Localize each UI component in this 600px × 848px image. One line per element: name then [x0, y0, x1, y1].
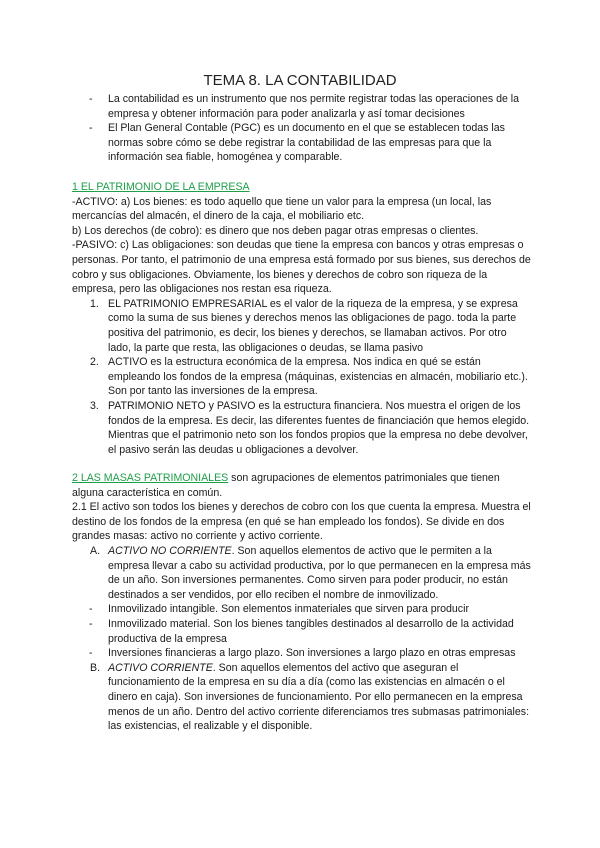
item-activo-corriente	[72, 661, 532, 734]
section-patrimonio	[72, 180, 532, 457]
sub-item-text: Inmovilizado intangible. Son elementos inmateriales que sirven para producir	[108, 603, 469, 616]
section2-heading-rest: son agrupaciones de elementos patrimoniales que tienen alguna característica en común.	[72, 472, 500, 499]
numbered-item	[72, 399, 532, 457]
numbered-item	[72, 355, 532, 399]
section2-heading-text: 2 LAS MASAS PATRIMONIALES	[72, 472, 229, 484]
bullet-dash: -	[89, 647, 93, 660]
page-title: TEMA 8. LA CONTABILIDAD	[203, 72, 397, 89]
sub-item	[72, 646, 532, 661]
sub-item-text: Inmovilizado material. Son los bienes tangibles destinados al desarrollo de la actividad productiva de la empresa	[108, 617, 514, 645]
letter-marker: A.	[90, 544, 101, 557]
paragraph-pasivo: -PASIVO: c) Las obligaciones: son deudas que tiene la empresa con bancos y otras empresas o personas. Por tanto, el patrimonio de una empresa está formado por sus bienes, sus derechos de cobro y sus obligaciones. Obviamente, los bienes y derechos de cobro son riqueza de la empresa, pero las obligaciones nos restan esa riqueza.	[72, 239, 531, 296]
numbered-text: ACTIVO es la estructura económica de la empresa. Nos indica en qué se están empleando los fondos de la empresa (máquinas, existencias en almacén, mobiliario etc.). Son por tanto las inversiones de la empresa.	[108, 356, 528, 398]
bullet-dash: -	[89, 122, 93, 135]
intro-text: El Plan General Contable (PGC) es un documento en el que se establecen todas las normas sobre cómo se debe registrar la contabilidad de las empresas para que la información sea fiable, homogénea y comparable.	[108, 122, 505, 164]
number-marker: 2.	[90, 356, 99, 369]
section1-heading-text: 1 EL PATRIMONIO DE LA EMPRESA	[72, 181, 250, 193]
paragraph-activo-definicion: 2.1 El activo son todos los bienes y derechos de cobro con los que cuenta la empresa. Muestra el destino de los fondos de la empresa (en qué se han empleado los fondos). Se divide en dos grandes masas: activo no corriente y activo corriente.	[72, 501, 531, 543]
numbered-item	[72, 297, 532, 355]
bullet-dash: -	[89, 617, 93, 630]
numbered-text: PATRIMONIO NETO y PASIVO es la estructura financiera. Nos muestra el origen de los fondos de la empresa. Es decir, las diferentes fuentes de financiación que hemos elegido. Mientras que el patrimonio neto son los fondos propios que la empresa no debe devolver, el pasivo serán las deudas u obligaciones a devolver.	[108, 399, 530, 456]
sub-item-text: Inversiones financieras a largo plazo. Son inversiones a largo plazo en otras empresas	[108, 647, 516, 660]
intro-item	[72, 121, 532, 165]
letter-marker: B.	[90, 661, 101, 674]
item-activo-no-corriente	[72, 544, 532, 602]
item-text: . Son aquellos elementos de activo que le permiten a la empresa llevar a cabo su actividad productiva, por lo que permanecen en la empresa más de un año. Son inversiones permanentes. Como sirven para poder producir, no están destinados a ser vendidos, por ello reciben el nombre de inmovilizado.	[108, 544, 531, 601]
number-marker: 3.	[90, 399, 99, 412]
item-label: ACTIVO CORRIENTE	[108, 661, 213, 674]
section1-heading	[72, 180, 532, 195]
sub-item	[72, 617, 532, 646]
numbered-text: EL PATRIMONIO EMPRESARIAL es el valor de la riqueza de la empresa, y se expresa como la suma de sus bienes y derechos menos las obligaciones de pago. toda la parte positiva del patrimonio, es decir, los bienes y derechos, se llamaban activos. Por otro lado, la parte que resta, las obligaciones o deudas, se llama pasivo	[108, 297, 518, 354]
number-marker: 1.	[90, 297, 99, 310]
intro-item	[72, 92, 532, 121]
section2-intro	[72, 471, 532, 500]
intro-list	[72, 92, 532, 165]
item-label: ACTIVO NO CORRIENTE	[108, 544, 232, 557]
paragraph-activo: -ACTIVO: a) Los bienes: es todo aquello que tiene un valor para la empresa (un local, las mercancías del almacén, el dinero de la caja, el mobiliario etc.	[72, 195, 492, 223]
section-masas	[72, 471, 532, 734]
intro-text: La contabilidad es un instrumento que nos permite registrar todas las operaciones de la empresa y obtener información para poder analizarla y así tomar decisiones	[108, 93, 520, 120]
bullet-dash: -	[89, 93, 93, 105]
paragraph-derechos: b) Los derechos (de cobro): es dinero que nos deben pagar otras empresas o clientes.	[72, 224, 479, 237]
bullet-dash: -	[89, 603, 93, 616]
item-text: . Son aquellos elementos del activo que aseguran el funcionamiento de la empresa en su día a día (como las existencias en almacén o el dinero en caja). Son inversiones de funcionamiento. Por ello permanecen en la empresa menos de un año. Dentro del activo corriente diferenciamos tres submasas patrimoniales: las existencias, el realizable y el disponible.	[108, 661, 530, 733]
sub-item	[72, 602, 532, 617]
